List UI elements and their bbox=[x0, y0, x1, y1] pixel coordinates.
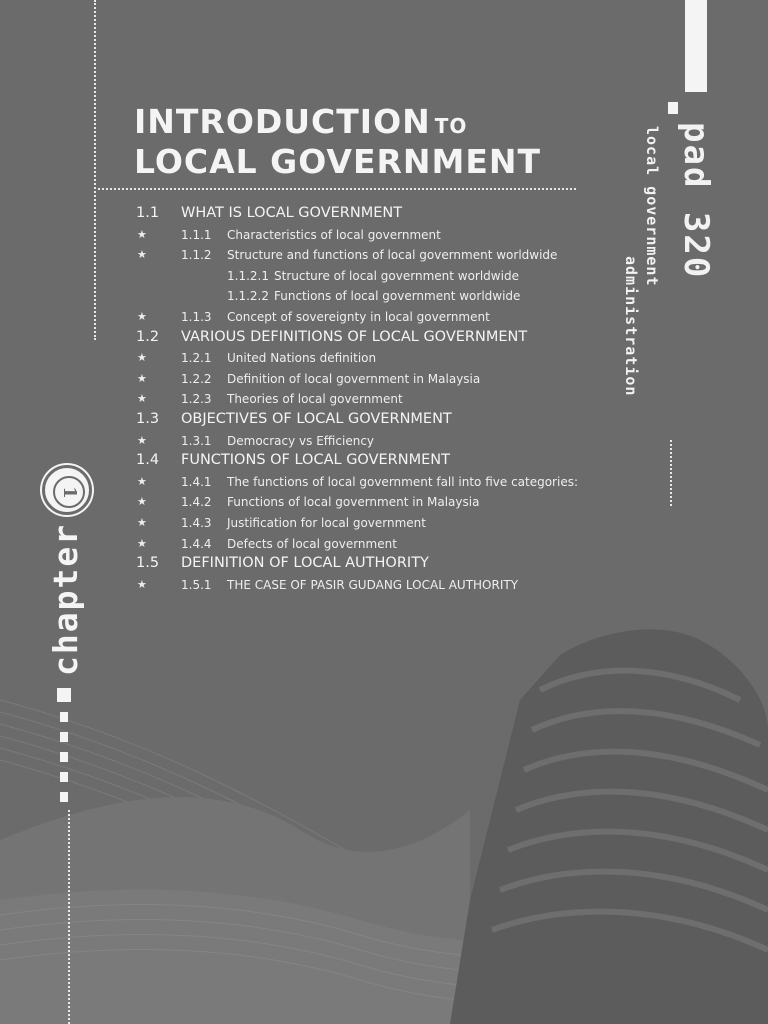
chapter-square-4 bbox=[60, 752, 68, 762]
star-icon: ★ bbox=[137, 433, 147, 447]
toc-entry bbox=[134, 369, 594, 390]
left-dotted-rule bbox=[94, 0, 96, 340]
subject-line1: local government bbox=[643, 126, 661, 287]
toc-entry bbox=[134, 492, 594, 513]
star-icon: ★ bbox=[137, 227, 147, 241]
toc-entry bbox=[134, 534, 594, 555]
toc-text: Justification for local government bbox=[227, 515, 426, 530]
decorative-square bbox=[668, 102, 678, 114]
chapter-dotted-rule bbox=[68, 810, 70, 1024]
chapter-square-2 bbox=[60, 712, 68, 722]
star-icon: ★ bbox=[137, 309, 147, 323]
title-line2: LOCAL GOVERNMENT bbox=[134, 142, 542, 181]
chapter-square-6 bbox=[60, 792, 68, 802]
toc-text: FUNCTIONS OF LOCAL GOVERNMENT bbox=[181, 452, 450, 469]
toc-number: 1.4 bbox=[136, 452, 160, 469]
toc-number: 1.1.2.1 bbox=[227, 268, 269, 283]
toc-text: VARIOUS DEFINITIONS OF LOCAL GOVERNMENT bbox=[181, 328, 528, 345]
toc-number: 1.4.3 bbox=[181, 515, 212, 530]
toc-entry bbox=[134, 513, 594, 534]
toc-number: 1.4.2 bbox=[181, 495, 212, 510]
toc-entry bbox=[134, 575, 594, 596]
toc-text: United Nations definition bbox=[227, 351, 377, 366]
toc-entry bbox=[134, 431, 594, 452]
toc-section bbox=[134, 410, 594, 431]
course-code: pad 320 bbox=[676, 122, 716, 280]
toc-number: 1.1.1 bbox=[181, 227, 212, 242]
star-icon: ★ bbox=[137, 351, 147, 365]
toc-text: WHAT IS LOCAL GOVERNMENT bbox=[181, 205, 403, 221]
toc-text: Defects of local government bbox=[227, 536, 397, 551]
title-dotted-rule bbox=[98, 188, 576, 190]
chapter-square-5 bbox=[60, 772, 68, 782]
star-icon: ★ bbox=[137, 392, 147, 406]
star-icon: ★ bbox=[137, 474, 147, 488]
toc-entry bbox=[134, 266, 594, 287]
right-dotted-rule bbox=[670, 440, 672, 506]
toc-number: 1.4.4 bbox=[181, 536, 212, 551]
subject-line2: administration bbox=[622, 256, 640, 397]
toc-number: 1.2.1 bbox=[181, 351, 212, 366]
toc-text: Democracy vs Efficiency bbox=[227, 433, 375, 448]
toc-entry bbox=[134, 286, 594, 307]
toc-number: 1.2.3 bbox=[181, 392, 212, 407]
toc-number: 1.2 bbox=[136, 328, 160, 345]
star-icon: ★ bbox=[137, 577, 147, 591]
toc-number: 1.1.2 bbox=[181, 248, 212, 263]
chapter-number-badge bbox=[42, 465, 92, 515]
toc-number: 1.1.3 bbox=[181, 309, 212, 324]
toc-text: THE CASE OF PASIR GUDANG LOCAL AUTHORITY bbox=[227, 577, 519, 592]
title-line1-small: TO bbox=[434, 114, 468, 138]
toc-number: 1.1.2.2 bbox=[227, 289, 269, 304]
toc-text: Structure and functions of local government worldwide bbox=[227, 248, 558, 263]
toc-text: Structure of local government worldwide bbox=[274, 268, 519, 283]
table-of-contents bbox=[134, 204, 594, 595]
star-icon: ★ bbox=[137, 495, 147, 509]
toc-number: 1.2.2 bbox=[181, 371, 212, 386]
decorative-bar bbox=[685, 0, 707, 92]
toc-text: The functions of local government fall into five categories: bbox=[227, 474, 579, 489]
toc-entry bbox=[134, 389, 594, 410]
toc-text: Concept of sovereignty in local government bbox=[227, 309, 490, 324]
toc-text: Functions of local government in Malaysia bbox=[227, 495, 480, 510]
toc-number: 1.5.1 bbox=[181, 577, 212, 592]
toc-section bbox=[134, 204, 594, 225]
toc-number: 1.1 bbox=[136, 205, 160, 221]
star-icon: ★ bbox=[137, 536, 147, 550]
toc-section bbox=[134, 451, 594, 472]
toc-number: 1.3.1 bbox=[181, 433, 212, 448]
star-icon: ★ bbox=[137, 371, 147, 385]
toc-section bbox=[134, 328, 594, 349]
chapter-square-3 bbox=[60, 732, 68, 742]
toc-text: OBJECTIVES OF LOCAL GOVERNMENT bbox=[181, 410, 452, 427]
toc-number: 1.3 bbox=[136, 410, 160, 427]
toc-entry bbox=[134, 307, 594, 328]
toc-entry bbox=[134, 245, 594, 266]
chapter-title bbox=[134, 104, 594, 180]
toc-entry bbox=[134, 348, 594, 369]
toc-entry bbox=[134, 472, 594, 493]
toc-text: Definition of local government in Malaysia bbox=[227, 371, 481, 386]
chapter-label: chapter bbox=[46, 522, 85, 676]
toc-text: Theories of local government bbox=[227, 392, 403, 407]
toc-text: DEFINITION OF LOCAL AUTHORITY bbox=[181, 555, 429, 572]
toc-entry bbox=[134, 225, 594, 246]
chapter-number: 1 bbox=[58, 485, 80, 499]
toc-text: Functions of local government worldwide bbox=[274, 289, 521, 304]
toc-number: 1.4.1 bbox=[181, 474, 212, 489]
title-line1: INTRODUCTION bbox=[134, 102, 431, 141]
star-icon: ★ bbox=[137, 515, 147, 529]
star-icon: ★ bbox=[137, 248, 147, 262]
toc-text: Characteristics of local government bbox=[227, 227, 441, 242]
toc-number: 1.5 bbox=[136, 555, 160, 572]
chapter-square-1 bbox=[57, 688, 71, 702]
toc-section bbox=[134, 554, 594, 575]
